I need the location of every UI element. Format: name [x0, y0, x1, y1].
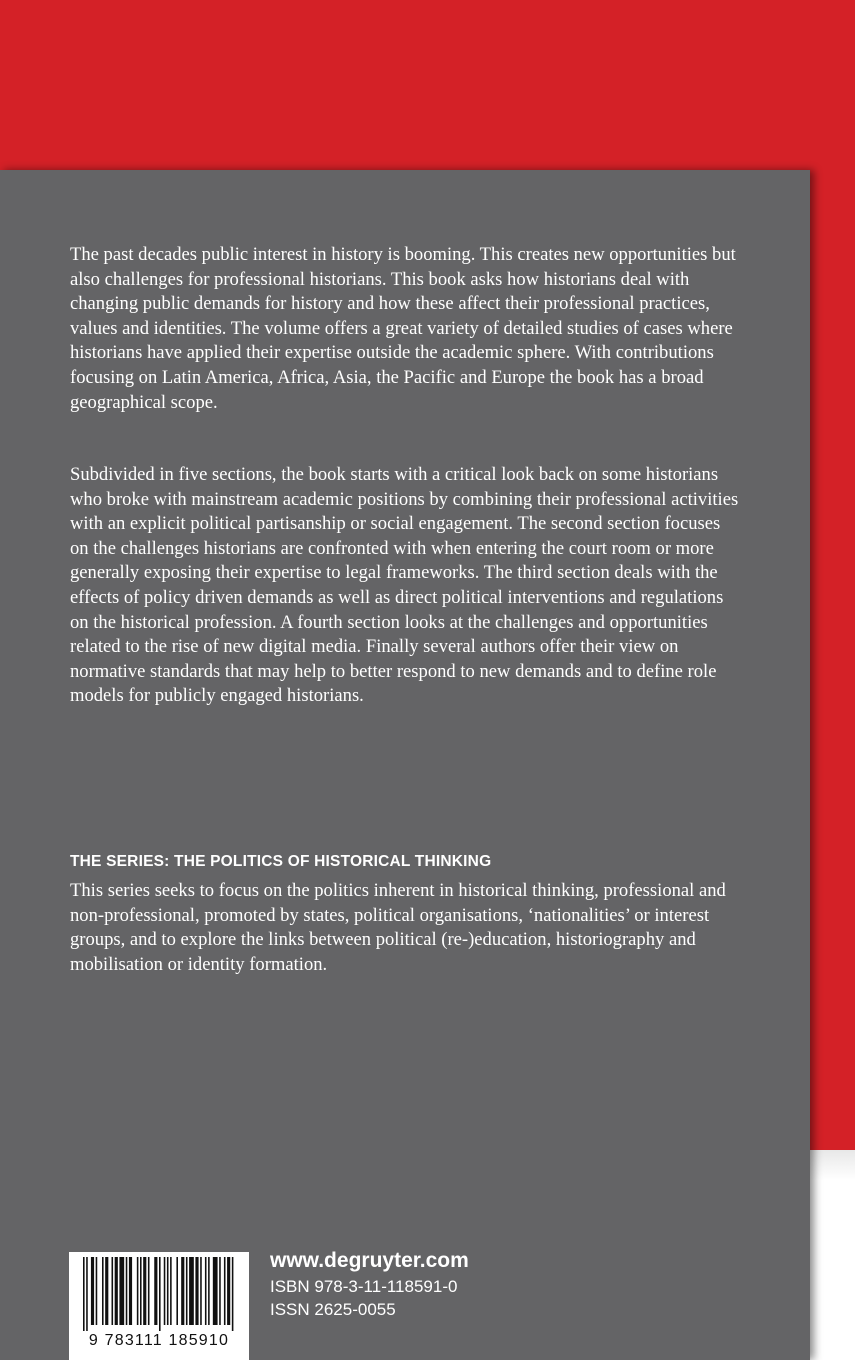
barcode-bar	[167, 1257, 169, 1325]
blurb-paragraph-2-text: Subdivided in five sections, the book starts with a critical look back on some historians who broke with mainstream academic positions by combining their professional activities with an explicit political partisanship or social engagement. The second section focuses on the challenges historians are confronted with when entering the court room or more generally exposing their expertise to legal frameworks. The third section deals with the effects of policy driven demands as well as direct political interventions and regulations on the historical profession. A fourth section looks at the challenges and opportunities related to the rise of new digital media. Finally several authors offer their view on normative standards that may help to better respond to new demands and to define role models for publicly engaged historians.	[70, 464, 739, 707]
barcode-bar	[126, 1257, 128, 1325]
barcode-bar	[164, 1257, 166, 1325]
series-description: This series seeks to focus on the politics inherent in historical thinking, professional and non-professional, promoted by states, political organisations, ‘nationalities’ or interest groups, and to explore the links between political (re-)education, historiography and mobilisation or identity formation.	[70, 880, 726, 975]
barcode-bar	[119, 1257, 124, 1325]
barcode-bar	[102, 1257, 104, 1325]
blurb-paragraph-2	[70, 463, 740, 709]
barcode-bar	[208, 1257, 210, 1325]
barcode-bar	[86, 1257, 88, 1331]
barcode-bar	[176, 1257, 178, 1325]
barcode-bar	[83, 1257, 85, 1331]
barcode-bar	[200, 1257, 202, 1325]
barcode-number: 9 783111 185910	[88, 1332, 230, 1349]
barcode-bar	[159, 1257, 161, 1331]
blurb-paragraph-1	[70, 243, 740, 415]
barcode-bar	[129, 1257, 132, 1325]
barcode-bar	[186, 1257, 188, 1325]
blurb-paragraph-1-text: The past decades public interest in history is booming. This creates new opportunities but also challenges for professional historians. This book asks how historians deal with changing public demands for history and how these affect their professional practices, values and identities. The volume offers a great variety of detailed studies of cases where historians have applied their expertise outside the academic sphere. With contributions focusing on Latin America, Africa, Asia, the Pacific and Europe the book has a broad geographical scope.	[70, 244, 736, 413]
barcode-bar	[96, 1257, 98, 1325]
barcode-bar	[213, 1257, 218, 1325]
barcode-bar	[227, 1257, 230, 1325]
isbn: ISBN 978-3-11-118591-0	[270, 1277, 458, 1296]
barcode-bar	[105, 1257, 108, 1325]
barcode-bar	[181, 1257, 184, 1325]
barcode-bar	[170, 1257, 172, 1325]
barcode-bar	[224, 1257, 226, 1325]
barcode-bar	[112, 1257, 114, 1325]
barcode-bar	[195, 1257, 198, 1325]
barcode-bars-icon	[83, 1257, 235, 1331]
barcode-bar	[143, 1257, 146, 1325]
barcode-bar	[154, 1257, 157, 1325]
barcode	[69, 1252, 249, 1360]
barcode-bar	[219, 1257, 221, 1325]
issn: ISSN 2625-0055	[270, 1300, 396, 1319]
barcode-bar	[137, 1257, 139, 1325]
publisher-website: www.degruyter.com	[270, 1249, 469, 1272]
barcode-bar	[115, 1257, 118, 1325]
barcode-bar	[140, 1257, 142, 1325]
barcode-bar	[189, 1257, 194, 1325]
barcode-bar	[91, 1257, 94, 1325]
series-title: THE SERIES: THE POLITICS OF HISTORICAL THINKING	[70, 853, 492, 870]
barcode-bar	[205, 1257, 207, 1325]
barcode-bar	[232, 1257, 234, 1331]
barcode-bar	[148, 1257, 150, 1325]
